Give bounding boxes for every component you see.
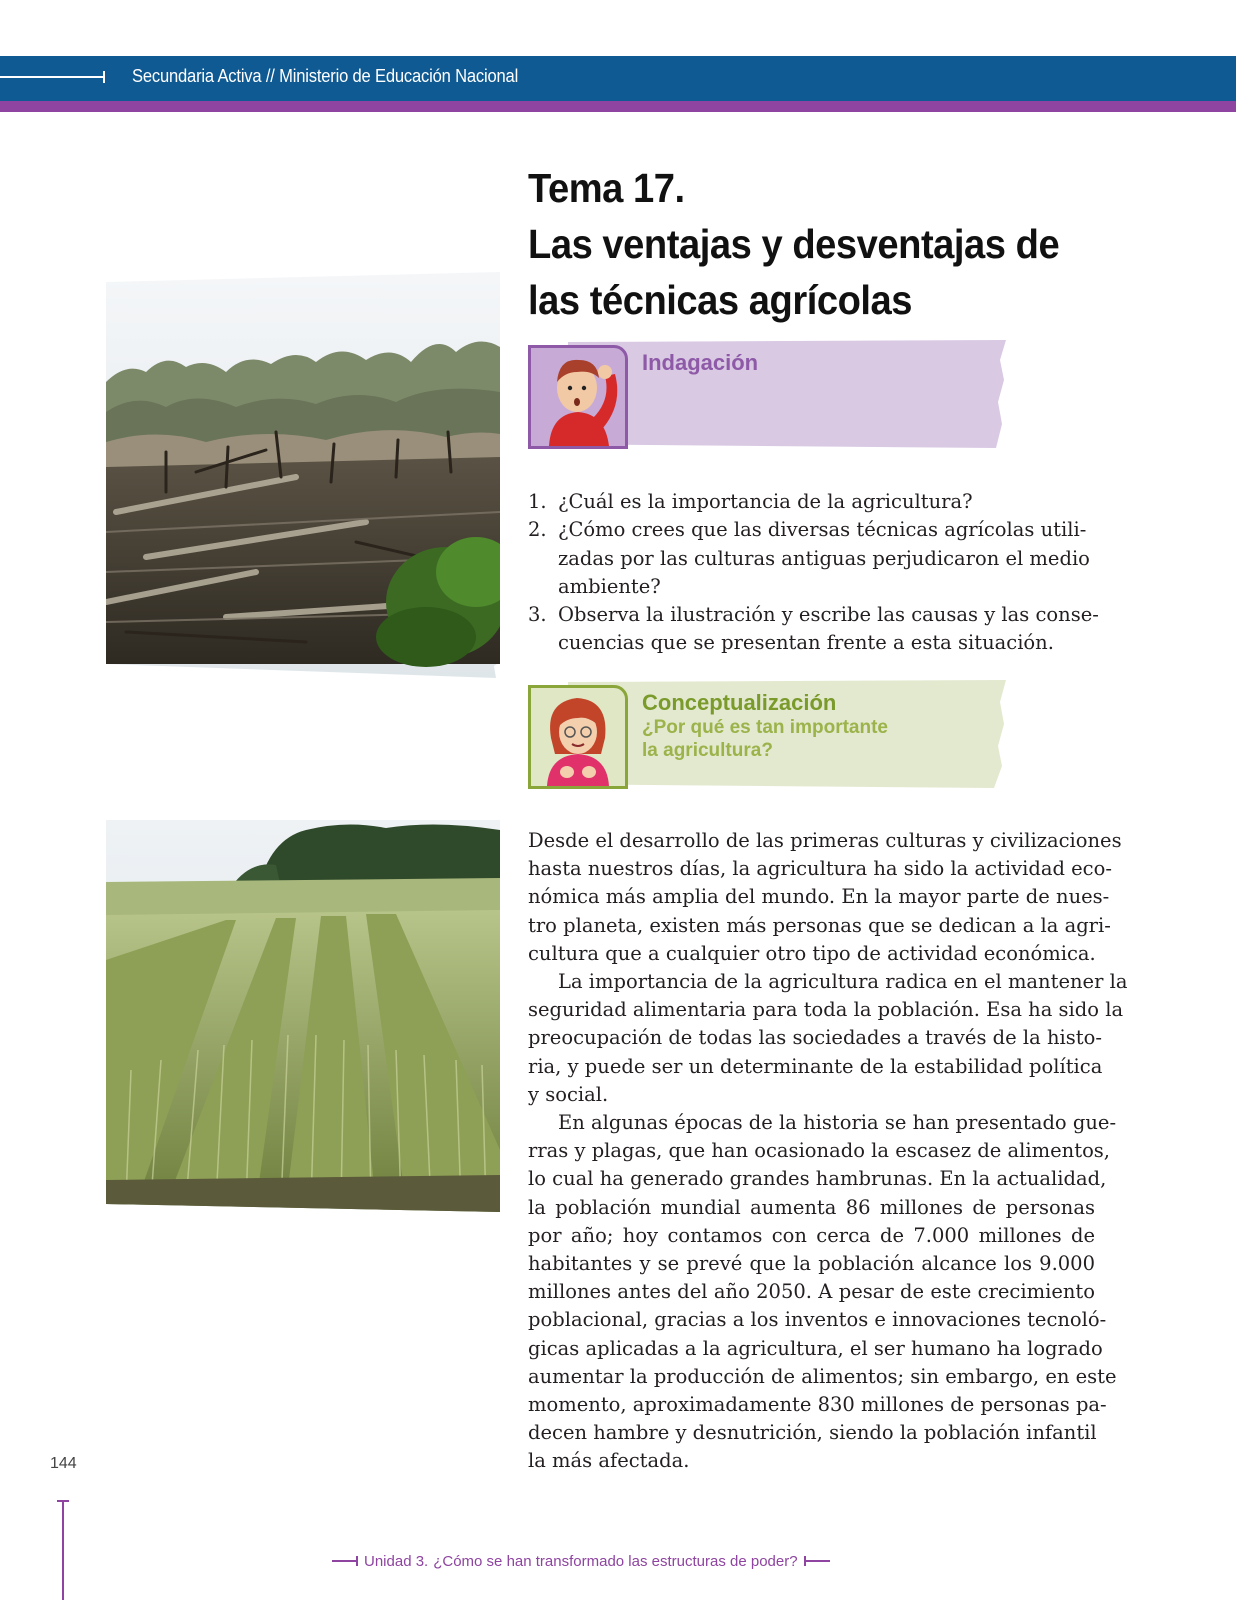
question-item [528, 601, 1099, 658]
page-number: 144 [50, 1455, 77, 1472]
header-text: Secundaria Activa // Ministerio de Educación Nacional [132, 66, 519, 86]
body-text [528, 827, 1128, 1476]
body-line: poblacional, gracias a los inventos e innovaciones tecnoló- [528, 1308, 1107, 1332]
body-line: En algunas épocas de la historia se han presentado gue- [558, 1111, 1117, 1135]
question-line: cuencias que se presentan frente a esta situación. [558, 631, 1054, 655]
body-line: aumentar la producción de alimentos; sin embargo, en este [528, 1364, 1117, 1388]
body-line: decen hambre y desnutrición, siendo la población infantil [528, 1421, 1097, 1445]
question-line: ¿Cuál es la importancia de la agricultura? [558, 490, 973, 513]
indagacion-box [528, 340, 1008, 452]
paragraph-3 [528, 1109, 1117, 1476]
body-line: nómica más amplia del mundo. En la mayor parte de nues- [528, 885, 1110, 909]
footer [332, 1551, 830, 1571]
body-line: por año; hoy contamos con cerca de 7.000 millones de [528, 1223, 1095, 1247]
body-line: Desde el desarrollo de las primeras culturas y civilizaciones [528, 829, 1122, 852]
footer-dash-right [804, 1560, 830, 1562]
body-line: habitantes y se prevé que la población alcance los 9.000 [528, 1252, 1095, 1276]
question-line: zadas por las culturas antiguas perjudicaron el medio [558, 546, 1090, 570]
subtitle-line-1: ¿Por qué es tan importante [642, 717, 888, 738]
question-number: 1. [528, 490, 547, 513]
conceptualizacion-avatar [528, 685, 628, 789]
page-title [528, 160, 1086, 328]
body-line: cultura que a cualquier otro tipo de actividad económica. [528, 941, 1096, 965]
question-number: 2. [528, 518, 547, 542]
body-line: millones antes del año 2050. A pesar de este crecimiento [528, 1280, 1095, 1304]
question-item [528, 516, 1088, 601]
footer-unit: Unidad 3. [364, 1552, 429, 1570]
paragraph-2 [528, 968, 1128, 1109]
header-rule [0, 76, 104, 78]
body-line: hasta nuestros días, la agricultura ha sido la actividad eco- [528, 857, 1112, 881]
question-item [528, 488, 1088, 516]
body-line: momento, aproximadamente 830 millones de personas pa- [528, 1393, 1107, 1417]
title-line-3: las técnicas agrícolas [528, 277, 913, 323]
question-line: Observa la ilustración y escribe las causas y las conse- [558, 603, 1099, 627]
subtitle-line-2: la agricultura? [642, 740, 773, 761]
body-line: La importancia de la agricultura radica en el mantener la [558, 970, 1128, 994]
title-line-2: Las ventajas y desventajas de [528, 221, 1060, 267]
indagacion-avatar [528, 345, 628, 449]
body-line: y social. [528, 1082, 609, 1106]
body-line: rras y plagas, que han ocasionado la escasez de alimentos, [528, 1139, 1111, 1163]
question-number: 3. [528, 603, 547, 627]
footer-dash-left [332, 1560, 358, 1562]
wheat-field-photo [106, 820, 500, 1216]
body-line: tro planeta, existen más personas que se dedican a la agri- [528, 913, 1111, 937]
header-accent-stripe [0, 101, 1236, 112]
footer-question: ¿Cómo se han transformado las estructuras de poder? [433, 1552, 798, 1570]
footer-vertical-rule [62, 1500, 64, 1600]
title-line-1: Tema 17. [528, 165, 685, 211]
burned-forest-photo [106, 272, 500, 678]
body-line: ria, y puede ser un determinante de la estabilidad política [528, 1054, 1103, 1078]
body-line: lo cual ha generado grandes hambrunas. En la actualidad, [528, 1167, 1107, 1191]
paragraph-1 [528, 827, 1122, 968]
question-line: ¿Cómo crees que las diversas técnicas agrícolas utili- [558, 518, 1087, 542]
indagacion-questions [528, 488, 1099, 658]
body-line: la población mundial aumenta 86 millones de personas [528, 1195, 1095, 1219]
question-line: ambiente? [558, 574, 661, 598]
body-line: seguridad alimentaria para toda la población. Esa ha sido la [528, 998, 1124, 1022]
conceptualizacion-box [528, 680, 1008, 792]
indagacion-title: Indagación [642, 350, 759, 375]
body-line: preocupación de todas las sociedades a través de la histo- [528, 1026, 1102, 1050]
conceptualizacion-title: Conceptualización [642, 690, 837, 715]
header-rule-cap [103, 71, 105, 83]
conceptualizacion-subtitle [642, 716, 888, 762]
body-line: la más afectada. [528, 1449, 690, 1473]
body-line: gicas aplicadas a la agricultura, el ser humano ha logrado [528, 1336, 1103, 1360]
